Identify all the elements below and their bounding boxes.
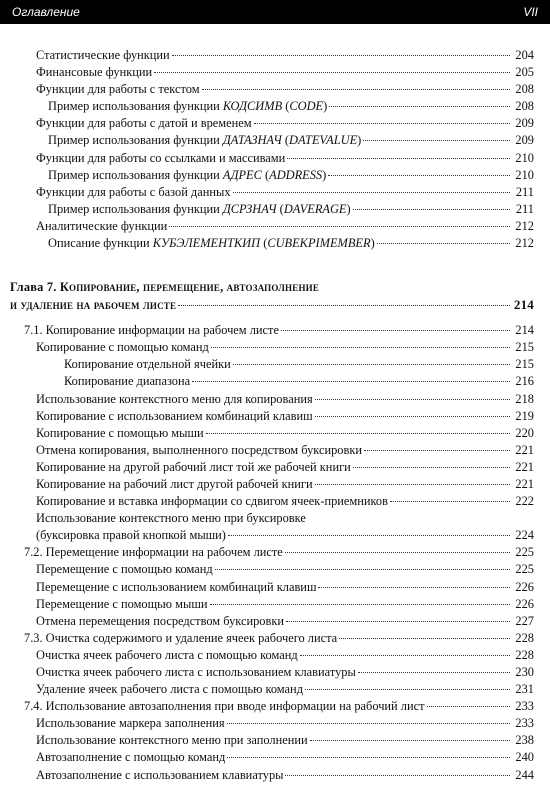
toc-entry[interactable] [0,613,550,630]
toc-entry[interactable] [0,596,550,613]
toc-entry[interactable] [0,732,550,749]
toc-entry-page: 244 [515,767,534,782]
toc-entry-title [48,132,361,149]
toc-entry-page: 233 [515,716,534,731]
leader-dots [227,723,510,724]
leader-dots [328,175,510,176]
toc-entry-page: 215 [515,340,534,355]
toc-entry[interactable] [0,442,550,459]
toc-entry[interactable] [0,373,550,390]
toc-entry-page: 224 [515,528,534,543]
toc-entry-page: 218 [515,391,534,406]
leader-dots [192,381,510,382]
leader-dots [215,569,510,570]
title-text: ) [346,201,351,216]
title-text: Пример использования функции [48,167,223,182]
toc-entry-title: Копирование на другой рабочий лист той же рабочей книги [36,459,351,474]
toc-entry-page: 228 [515,630,534,645]
function-name: КУБЭЛЕМЕНТКИП [152,236,261,251]
title-text: ) [370,236,375,251]
toc-entry[interactable] [0,64,550,81]
leader-dots [210,604,511,605]
leader-dots [353,209,510,210]
toc-entry[interactable] [0,218,550,235]
toc-entry-title: Копирование отдельной ячейки [64,357,231,372]
chapter-label: Глава 7. [10,280,57,295]
toc-entry-page: 226 [515,579,534,594]
toc-entry[interactable] [0,527,550,544]
toc-entry-page: 228 [515,647,534,662]
chapter-heading-line2 [0,296,550,314]
toc-entry-page: 209 [515,133,534,148]
function-name: ДАТАЗНАЧ [222,133,282,148]
toc-entry-title: Использование контекстного меню при буксировке [36,511,306,526]
toc-entry-page: 214 [515,323,534,338]
toc-entry[interactable] [0,356,550,373]
chapter-heading[interactable] [0,278,550,314]
toc-entry-title [48,167,326,184]
toc-entry[interactable] [0,167,550,184]
leader-dots [286,621,510,622]
function-name: ADDRESS [269,167,323,182]
running-header-title: Оглавление [12,5,80,19]
function-name: DATEVALUE [289,133,358,148]
toc-entry-title: Перемещение с помощью команд [36,562,213,577]
title-text: ( [282,99,290,114]
leader-dots [206,433,510,434]
toc-entry-title: Функции для работы с датой и временем [36,116,252,131]
toc-entry-page: 238 [515,733,534,748]
toc-entry-page: 205 [515,65,534,80]
function-name: CUBEKPIMEMBER [267,236,371,251]
toc-entry[interactable] [0,81,550,98]
leader-dots [172,55,510,56]
toc-entry-title: Перемещение с использованием комбинаций клавиш [36,579,317,594]
toc-entry-title: Перемещение с помощью мыши [36,596,208,611]
running-header [0,0,550,24]
title-text: ( [260,236,268,251]
toc-entry-page: 231 [515,682,534,697]
toc-entry-page: 230 [515,665,534,679]
leader-dots [285,775,510,776]
toc-entry-title: Копирование и вставка информации со сдвигом ячеек-приемников [36,494,388,509]
toc-entry[interactable] [0,459,550,476]
toc-entry-title: Копирование с использованием комбинаций клавиш [36,408,313,423]
toc-entry[interactable] [0,425,550,442]
toc-entry-page: 210 [515,150,534,165]
toc-entry-page: 240 [515,750,534,765]
leader-dots [377,243,510,244]
toc-entry[interactable] [0,201,550,218]
toc-entry-title: Аналитические функции [36,218,168,233]
table-of-contents [0,47,550,784]
leader-dots [178,305,510,306]
title-text: ) [323,99,328,114]
title-text: Описание функции [48,236,153,251]
toc-entry[interactable] [0,630,550,647]
toc-entry-page: 211 [515,201,534,216]
leader-dots [287,158,510,159]
toc-entry-title: Отмена копирования, выполненного посредством буксировки [36,442,362,457]
leader-dots [390,501,510,502]
leader-dots [329,106,510,107]
toc-entry-page: 208 [515,99,534,114]
toc-entry-page: 208 [515,82,534,97]
toc-entry[interactable] [0,767,550,784]
leader-dots [305,689,510,690]
toc-entry-page: 221 [515,476,534,491]
leader-dots [228,535,510,536]
title-text: ( [281,133,289,148]
toc-entry-title: Использование контекстного меню при заполнении [36,733,308,748]
toc-entry-title: Функции для работы с текстом [36,82,200,97]
toc-entry-title: Использование маркера заполнения [36,716,225,731]
chapter-title-line2: и удаление на рабочем листе [10,298,177,313]
toc-entry-page: 225 [515,545,534,560]
toc-entry-page: 219 [515,408,534,423]
leader-dots [227,757,510,758]
toc-entry[interactable] [0,493,550,510]
title-text: ( [276,201,284,216]
toc-entry-page: 225 [515,562,534,577]
toc-entry-page: 233 [515,699,534,714]
toc-entry-page: 221 [515,442,534,457]
toc-entry-title: Финансовые функции [36,65,153,80]
toc-entry[interactable] [0,647,550,664]
toc-entry-page: 209 [515,116,534,131]
toc-entry[interactable] [0,339,550,356]
leader-dots [315,484,510,485]
chapter-heading-line1 [0,278,550,296]
toc-entry[interactable] [0,681,550,698]
toc-entry-page: 222 [515,494,534,509]
toc-section-functions [0,47,550,252]
toc-entry[interactable] [0,184,550,201]
page-number: VII [523,5,538,19]
title-text: ( [261,167,270,182]
toc-entry-title: Статистические функции [36,48,170,62]
toc-entry[interactable] [0,115,550,132]
toc-entry[interactable] [0,408,550,425]
toc-entry[interactable] [0,664,550,681]
toc-entry[interactable] [0,579,550,596]
toc-entry-title: Отмена перемещения посредством буксировки [36,613,285,628]
toc-entry-page: 211 [515,184,534,199]
toc-entry[interactable] [0,561,550,578]
leader-dots [169,226,510,227]
toc-entry-page: 204 [515,48,534,62]
leader-dots [285,552,510,553]
toc-entry-title: Копирование с помощью мыши [36,425,204,440]
leader-dots [211,347,510,348]
toc-entry-title: Очистка ячеек рабочего листа с использованием клавиатуры [36,665,356,679]
title-text: ) [357,133,362,148]
toc-entry[interactable] [0,322,550,339]
leader-dots [202,89,510,90]
toc-entry-title: Копирование с помощью команд [36,340,209,355]
leader-dots [310,740,510,741]
leader-dots [358,672,510,673]
toc-entry-title: 7.3. Очистка содержимого и удаление ячеек рабочего листа [24,630,338,645]
toc-entry-title [48,235,375,252]
toc-entry[interactable] [0,749,550,766]
toc-entry-title: Автозаполнение с использованием клавиатуры [36,767,284,782]
title-text: Пример использования функции [48,201,223,216]
leader-dots [233,192,510,193]
toc-entry[interactable] [0,132,550,149]
chapter-page: 214 [513,297,534,313]
toc-entry[interactable] [0,698,550,715]
toc-entry[interactable] [0,235,550,252]
toc-entry-page: 216 [515,374,534,389]
toc-entry-page: 212 [515,236,534,251]
toc-entry-title: Функции для работы со ссылками и массивами [36,150,286,165]
toc-entry-page: 220 [515,425,534,440]
leader-dots [300,655,510,656]
toc-entry[interactable] [0,47,550,64]
leader-dots [281,330,510,331]
toc-entry-title [48,201,351,218]
title-text: Пример использования функции [48,133,223,148]
leader-dots [315,399,510,400]
toc-entry[interactable] [0,150,550,167]
toc-entry[interactable] [0,510,550,527]
toc-entry[interactable] [0,98,550,115]
toc-entry[interactable] [0,544,550,561]
function-name: CODE [289,99,324,114]
toc-entry-page: 226 [515,596,534,611]
leader-dots [364,450,510,451]
toc-entry-title [48,98,327,115]
leader-dots [318,587,510,588]
toc-entry-title: Копирование на рабочий лист другой рабочей книги [36,476,313,491]
toc-entry-title: 7.4. Использование автозаполнения при вводе информации на рабочий лист [24,699,425,714]
toc-entry-title: Автозаполнение с помощью команд [36,750,226,765]
toc-entry-title: Очистка ячеек рабочего листа с помощью команд [36,647,298,662]
leader-dots [254,123,510,124]
toc-entry-page: 210 [515,167,534,182]
toc-entry-page: 212 [515,218,534,233]
leader-dots [339,638,510,639]
toc-section-chapter-7 [0,322,550,784]
toc-entry-title: (буксировка правой кнопкой мыши) [36,528,226,543]
leader-dots [154,72,510,73]
toc-entry-title: Использование контекстного меню для копирования [36,391,313,406]
toc-entry-page: 227 [515,613,534,628]
chapter-title-line1: Копирование, перемещение, автозаполнение [59,280,320,295]
toc-entry-page: 221 [515,459,534,474]
function-name: АДРЕС [222,167,262,182]
toc-entry-title: 7.2. Перемещение информации на рабочем листе [24,545,283,560]
function-name: КОДСИМВ [222,99,283,114]
title-text: Пример использования функции [48,99,223,114]
toc-entry[interactable] [0,715,550,732]
toc-entry-title: Удаление ячеек рабочего листа с помощью команд [36,682,303,697]
toc-entry-page: 215 [515,357,534,372]
leader-dots [363,140,510,141]
leader-dots [315,416,510,417]
leader-dots [427,706,510,707]
leader-dots [353,467,510,468]
function-name: ДСРЗНАЧ [222,201,277,216]
function-name: DAVERAGE [283,201,347,216]
toc-entry-title: Копирование диапазона [64,374,191,389]
toc-entry-title: Функции для работы с базой данных [36,184,231,199]
toc-entry-title: 7.1. Копирование информации на рабочем листе [24,323,279,338]
toc-entry[interactable] [0,391,550,408]
leader-dots [233,364,510,365]
toc-entry[interactable] [0,476,550,493]
title-text: ) [322,167,327,182]
